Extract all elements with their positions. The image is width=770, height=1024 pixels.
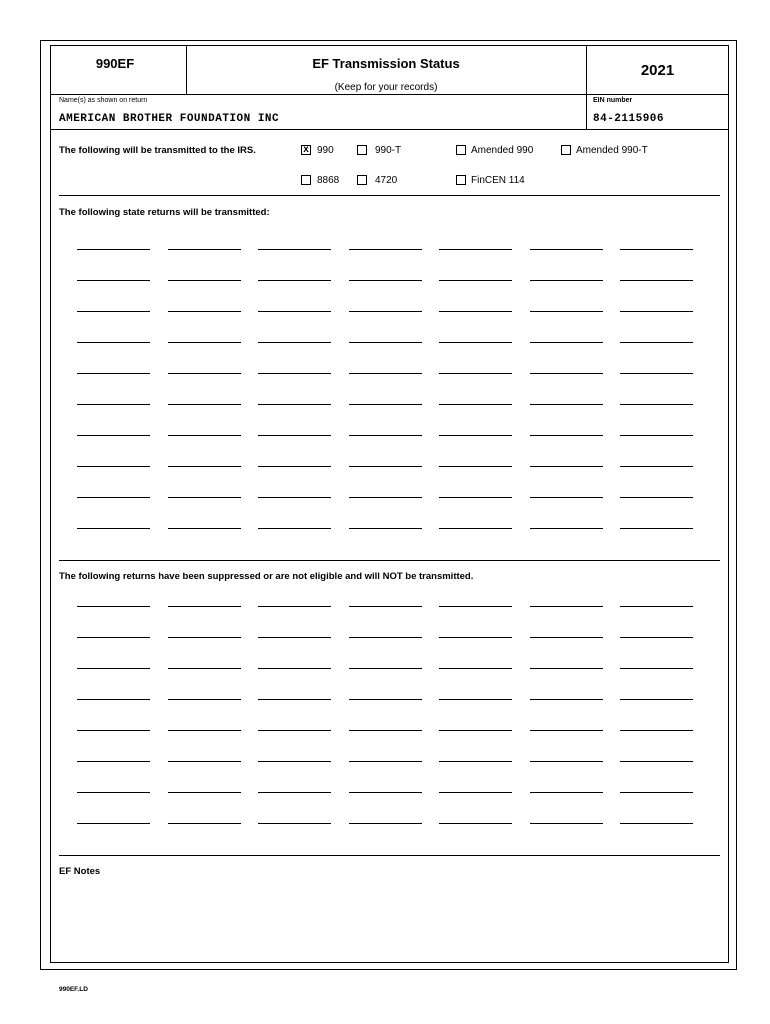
checkbox-990-label: 990 — [317, 145, 334, 156]
checkbox-fincen-114[interactable] — [456, 175, 466, 185]
suppressed-return-blank[interactable] — [349, 699, 422, 700]
state-return-blank[interactable] — [349, 435, 422, 436]
state-return-blank[interactable] — [349, 280, 422, 281]
state-return-blank[interactable] — [168, 528, 241, 529]
state-return-blank[interactable] — [530, 528, 603, 529]
checkbox-990[interactable]: x — [301, 145, 311, 155]
suppressed-return-blank[interactable] — [620, 730, 693, 731]
suppressed-return-blank[interactable] — [77, 699, 150, 700]
page-title: EF Transmission Status — [312, 56, 460, 71]
state-return-blank[interactable] — [439, 373, 512, 374]
suppressed-return-blank[interactable] — [530, 668, 603, 669]
suppressed-return-blank[interactable] — [530, 761, 603, 762]
suppressed-return-blank[interactable] — [258, 792, 331, 793]
section-divider-3 — [59, 855, 720, 856]
state-return-blank[interactable] — [530, 280, 603, 281]
state-return-blank[interactable] — [258, 249, 331, 250]
checkbox-8868[interactable] — [301, 175, 311, 185]
state-return-blank[interactable] — [349, 342, 422, 343]
checkbox-8868-label: 8868 — [317, 175, 340, 186]
suppressed-return-blank[interactable] — [530, 823, 603, 824]
suppressed-return-blank[interactable] — [258, 823, 331, 824]
suppressed-return-blank[interactable] — [530, 637, 603, 638]
suppressed-return-blank[interactable] — [530, 730, 603, 731]
suppressed-return-blank[interactable] — [620, 761, 693, 762]
state-return-blank[interactable] — [620, 528, 693, 529]
state-return-blank[interactable] — [349, 311, 422, 312]
suppressed-return-blank[interactable] — [439, 823, 512, 824]
suppressed-return-blank[interactable] — [439, 730, 512, 731]
state-return-blank[interactable] — [258, 342, 331, 343]
suppressed-return-blank[interactable] — [349, 668, 422, 669]
state-return-blank[interactable] — [349, 528, 422, 529]
state-return-blank[interactable] — [349, 404, 422, 405]
state-return-blank[interactable] — [620, 280, 693, 281]
suppressed-return-blank[interactable] — [258, 637, 331, 638]
suppressed-return-blank[interactable] — [168, 637, 241, 638]
state-return-blank[interactable] — [620, 373, 693, 374]
form-id: 990EF — [95, 56, 135, 71]
state-return-blank[interactable] — [530, 497, 603, 498]
state-return-blank[interactable] — [530, 249, 603, 250]
suppressed-return-blank[interactable] — [530, 699, 603, 700]
state-return-blank[interactable] — [620, 342, 693, 343]
suppressed-return-blank[interactable] — [620, 637, 693, 638]
state-return-blank[interactable] — [168, 466, 241, 467]
suppressed-return-blank[interactable] — [349, 761, 422, 762]
taxpayer-divider — [50, 129, 729, 130]
suppressed-return-blank[interactable] — [77, 730, 150, 731]
state-return-blank[interactable] — [77, 528, 150, 529]
suppressed-return-blank[interactable] — [349, 606, 422, 607]
state-return-blank[interactable] — [439, 404, 512, 405]
state-return-blank[interactable] — [530, 435, 603, 436]
section-divider-2 — [59, 560, 720, 561]
state-return-blank[interactable] — [168, 404, 241, 405]
checkbox-990t[interactable] — [357, 145, 367, 155]
state-return-blank[interactable] — [258, 404, 331, 405]
state-return-blank[interactable] — [168, 435, 241, 436]
state-return-blank[interactable] — [258, 497, 331, 498]
suppressed-return-blank[interactable] — [620, 823, 693, 824]
checkbox-990t-label: 990-T — [375, 145, 402, 156]
suppressed-return-blank[interactable] — [258, 761, 331, 762]
state-return-blank[interactable] — [258, 528, 331, 529]
checkbox-amended-990-label: Amended 990 — [471, 145, 534, 156]
checkbox-fincen-114-label: FinCEN 114 — [471, 175, 525, 186]
suppressed-return-blank[interactable] — [77, 792, 150, 793]
taxpayer-name: AMERICAN BROTHER FOUNDATION INC — [59, 113, 280, 125]
suppressed-return-blank[interactable] — [620, 606, 693, 607]
irs-transmit-heading: The following will be transmitted to the IRS. — [59, 145, 256, 156]
state-return-blank[interactable] — [77, 466, 150, 467]
suppressed-return-blank[interactable] — [439, 761, 512, 762]
state-return-blank[interactable] — [439, 249, 512, 250]
suppressed-return-blank[interactable] — [168, 606, 241, 607]
state-return-blank[interactable] — [77, 435, 150, 436]
header-divider — [50, 94, 729, 95]
state-return-blank[interactable] — [439, 311, 512, 312]
state-return-blank[interactable] — [349, 249, 422, 250]
state-return-blank[interactable] — [439, 342, 512, 343]
suppressed-return-blank[interactable] — [77, 606, 150, 607]
state-return-blank[interactable] — [530, 466, 603, 467]
checkbox-4720[interactable] — [357, 175, 367, 185]
suppressed-return-blank[interactable] — [168, 823, 241, 824]
suppressed-return-blank[interactable] — [349, 730, 422, 731]
state-return-blank[interactable] — [439, 435, 512, 436]
state-return-blank[interactable] — [258, 435, 331, 436]
state-return-blank[interactable] — [349, 497, 422, 498]
suppressed-return-blank[interactable] — [168, 668, 241, 669]
suppressed-return-blank[interactable] — [77, 668, 150, 669]
state-return-blank[interactable] — [77, 404, 150, 405]
state-returns-heading: The following state returns will be transmitted: — [59, 207, 270, 218]
suppressed-return-blank[interactable] — [258, 606, 331, 607]
suppressed-return-blank[interactable] — [439, 792, 512, 793]
state-return-blank[interactable] — [77, 342, 150, 343]
state-return-blank[interactable] — [349, 466, 422, 467]
ein-value: 84-2115906 — [593, 113, 665, 125]
state-return-blank[interactable] — [258, 373, 331, 374]
suppressed-return-blank[interactable] — [258, 699, 331, 700]
section-divider-1 — [59, 195, 720, 196]
suppressed-returns-heading: The following returns have been suppressed or are not eligible and will NOT be transmitted. — [59, 571, 474, 582]
checkbox-4720-label: 4720 — [375, 175, 398, 186]
state-return-blank[interactable] — [620, 466, 693, 467]
name-label: Name(s) as shown on return — [59, 97, 148, 104]
ein-label: EIN number — [593, 97, 633, 104]
suppressed-return-blank[interactable] — [168, 730, 241, 731]
state-return-blank[interactable] — [77, 311, 150, 312]
suppressed-return-blank[interactable] — [620, 699, 693, 700]
state-return-blank[interactable] — [258, 280, 331, 281]
suppressed-return-blank[interactable] — [439, 606, 512, 607]
suppressed-return-blank[interactable] — [620, 792, 693, 793]
suppressed-return-blank[interactable] — [349, 823, 422, 824]
suppressed-return-blank[interactable] — [439, 668, 512, 669]
suppressed-return-blank[interactable] — [168, 699, 241, 700]
state-return-blank[interactable] — [620, 404, 693, 405]
state-return-blank[interactable] — [439, 528, 512, 529]
state-return-blank[interactable] — [77, 497, 150, 498]
header-right-divider — [586, 45, 587, 129]
state-return-blank[interactable] — [77, 373, 150, 374]
state-return-blank[interactable] — [349, 373, 422, 374]
page-subtitle: (Keep for your records) — [334, 82, 438, 93]
suppressed-return-blank[interactable] — [77, 637, 150, 638]
state-return-blank[interactable] — [620, 497, 693, 498]
state-return-blank[interactable] — [530, 342, 603, 343]
state-return-blank[interactable] — [168, 497, 241, 498]
suppressed-return-blank[interactable] — [258, 730, 331, 731]
checkbox-amended-990t[interactable] — [561, 145, 571, 155]
state-return-blank[interactable] — [168, 311, 241, 312]
state-return-blank[interactable] — [77, 249, 150, 250]
suppressed-return-blank[interactable] — [530, 792, 603, 793]
state-return-blank[interactable] — [530, 404, 603, 405]
suppressed-return-blank[interactable] — [349, 792, 422, 793]
suppressed-return-blank[interactable] — [258, 668, 331, 669]
state-return-blank[interactable] — [620, 311, 693, 312]
suppressed-return-blank[interactable] — [439, 699, 512, 700]
suppressed-return-blank[interactable] — [168, 761, 241, 762]
checkbox-amended-990[interactable] — [456, 145, 466, 155]
suppressed-return-blank[interactable] — [168, 792, 241, 793]
state-return-blank[interactable] — [439, 497, 512, 498]
state-return-blank[interactable] — [258, 466, 331, 467]
state-return-blank[interactable] — [620, 249, 693, 250]
suppressed-return-blank[interactable] — [77, 761, 150, 762]
state-return-blank[interactable] — [77, 280, 150, 281]
state-return-blank[interactable] — [439, 280, 512, 281]
suppressed-return-blank[interactable] — [77, 823, 150, 824]
state-return-blank[interactable] — [439, 466, 512, 467]
tax-year: 2021 — [640, 62, 675, 79]
suppressed-return-blank[interactable] — [620, 668, 693, 669]
state-return-blank[interactable] — [620, 435, 693, 436]
state-return-blank[interactable] — [258, 311, 331, 312]
ef-notes-heading: EF Notes — [59, 866, 101, 877]
suppressed-return-blank[interactable] — [439, 637, 512, 638]
state-return-blank[interactable] — [530, 373, 603, 374]
state-return-blank[interactable] — [168, 342, 241, 343]
suppressed-return-blank[interactable] — [530, 606, 603, 607]
checkbox-amended-990t-label: Amended 990-T — [576, 145, 648, 156]
state-return-blank[interactable] — [168, 280, 241, 281]
state-return-blank[interactable] — [168, 373, 241, 374]
state-return-blank[interactable] — [530, 311, 603, 312]
suppressed-return-blank[interactable] — [349, 637, 422, 638]
state-return-blank[interactable] — [168, 249, 241, 250]
footer-form-code: 990EF.LD — [59, 986, 88, 993]
